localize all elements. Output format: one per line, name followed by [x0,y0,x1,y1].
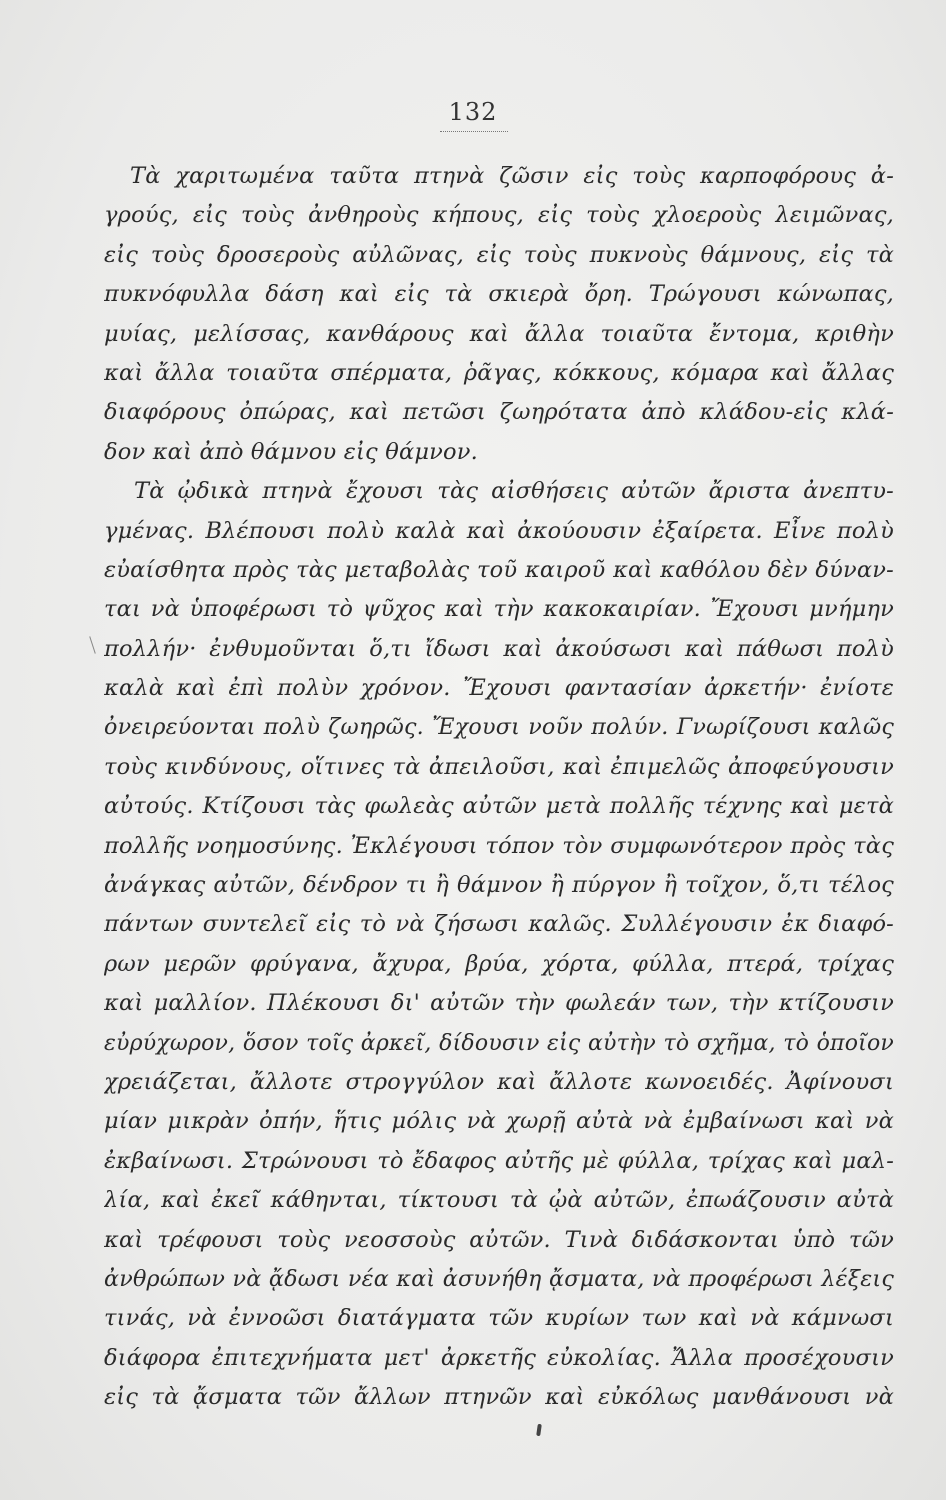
text-line: πολλήν· ἐνθυμοῦνται ὅ,τι ἴδωσι καὶ ἀκούσωσι καὶ πάθωσι πολὺ [104,635,894,662]
text-line: πολλῆς νοημοσύνης. Ἐκλέγουσι τόπον τὸν συμφωνότερον πρὸς τὰς [104,832,894,859]
text-line: ὀνειρεύονται πολὺ ζωηρῶς. Ἔχουσι νοῦν πολύν. Γνωρίζουσι καλῶς [104,714,894,741]
text-line: τοὺς κινδύνους, οἵτινες τὰ ἀπειλοῦσι, καὶ ἐπιμελῶς ἀποφεύγουσιν [104,753,894,780]
text-line: εὐαίσθητα πρὸς τὰς μεταβολὰς τοῦ καιροῦ καὶ καθόλου δὲν δύναν- [104,556,894,583]
text-line: καλὰ καὶ ἐπὶ πολὺν χρόνον. Ἔχουσι φαντασίαν ἀρκετήν· ἐνίοτε [104,675,894,702]
body-text [104,157,894,1418]
text-line: πυκνόφυλλα δάση καὶ εἰς τὰ σκιερὰ ὄρη. Τρώγουσι κώνωπας, [104,281,894,308]
text-line: διαφόρους ὀπώρας, καὶ πετῶσι ζωηρότατα ἀπὸ κλάδου-εἰς κλά- [104,399,894,426]
text-line: ρων μερῶν φρύγανα, ἄχυρα, βρύα, χόρτα, φύλλα, πτερά, τρίχας [104,950,894,977]
text-line: πάντων συντελεῖ εἰς τὸ νὰ ζήσωσι καλῶς. Συλλέγουσιν ἐκ διαφό- [104,911,894,938]
text-line: ἀνθρώπων νὰ ᾄδωσι νέα καὶ ἀσυνήθη ᾄσματα, νὰ προφέρωσι λέξεις [104,1265,894,1292]
text-line: μίαν μικρὰν ὀπήν, ἥτις μόλις νὰ χωρῇ αὐτὰ νὰ ἐμβαίνωσι καὶ νὰ [104,1108,894,1135]
text-line: εἰς τὰ ᾄσματα τῶν ἄλλων πτηνῶν καὶ εὐκόλως μανθάνουσι νὰ [104,1384,894,1411]
text-line: αὐτούς. Κτίζουσι τὰς φωλεὰς αὐτῶν μετὰ πολλῆς τέχνης καὶ μετὰ [104,793,894,820]
text-line: γμένας. Βλέπουσι πολὺ καλὰ καὶ ἀκούουσιν ἐξαίρετα. Εἶνε πολὺ [104,517,894,544]
text-line: δον καὶ ἀπὸ θάμνου εἰς θάμνον. [104,438,479,465]
text-line: γρούς, εἰς τοὺς ἀνθηροὺς κήπους, εἰς τοὺς χλοεροὺς λειμῶνας, [104,202,894,229]
text-line: Τὰ ᾠδικὰ πτηνὰ ἔχουσι τὰς αἰσθήσεις αὐτῶν ἄριστα ἀνεπτυ- [134,478,894,505]
margin-mark [89,636,96,653]
text-line: χρειάζεται, ἄλλοτε στρογγύλον καὶ ἄλλοτε κωνοειδές. Ἀφίνουσι [104,1068,894,1095]
text-line: εὐρύχωρον, ὅσον τοῖς ἀρκεῖ, δίδουσιν εἰς αὐτὴν τὸ σχῆμα, τὸ ὁποῖον [104,1030,894,1056]
text-line: ἀνάγκας αὐτῶν, δένδρον τι ἢ θάμνον ἢ πύργον ἢ τοῖχον, ὅ,τι τέλος [104,872,894,899]
text-line: εἰς τοὺς δροσεροὺς αὐλῶνας, εἰς τοὺς πυκνοὺς θάμνους, εἰς τὰ [104,241,894,268]
text-line: ἐκβαίνωσι. Στρώνουσι τὸ ἔδαφος αὐτῆς μὲ φύλλα, τρίχας καὶ μαλ- [104,1147,894,1174]
text-line: ται νὰ ὑποφέρωσι τὸ ψῦχος καὶ τὴν κακοκαιρίαν. Ἔχουσι μνήμην [104,596,894,623]
text-line: Τὰ χαριτωμένα ταῦτα πτηνὰ ζῶσιν εἰς τοὺς καρποφόρους ἀ- [130,163,894,189]
text-line: μυίας, μελίσσας, κανθάρους καὶ ἄλλα τοιαῦτα ἔντομα, κριθὴν [104,320,894,347]
page-number-rule [440,131,508,132]
text-line: καὶ ἄλλα τοιαῦτα σπέρματα, ῥᾶγας, κόκκους, κόμαρα καὶ ἄλλας [104,359,894,386]
page-number: 132 [448,98,498,126]
text-line: τινάς, νὰ ἐννοῶσι διατάγματα τῶν κυρίων των καὶ νὰ κάμνωσι [104,1305,894,1332]
text-line: διάφορα ἐπιτεχνήματα μετ' ἀρκετῆς εὐκολίας. Ἄλλα προσέχουσιν [104,1344,894,1371]
text-line: καὶ τρέφουσι τοὺς νεοσσοὺς αὐτῶν. Τινὰ διδάσκονται ὑπὸ τῶν [104,1226,894,1253]
ink-blot [536,1424,542,1436]
text-line: καὶ μαλλίον. Πλέκουσι δι' αὐτῶν τὴν φωλεάν των, τὴν κτίζουσιν [104,990,894,1017]
text-line: λία, καὶ ἐκεῖ κάθηνται, τίκτουσι τὰ ᾠὰ αὐτῶν, ἐπωάζουσιν αὐτὰ [104,1187,894,1214]
